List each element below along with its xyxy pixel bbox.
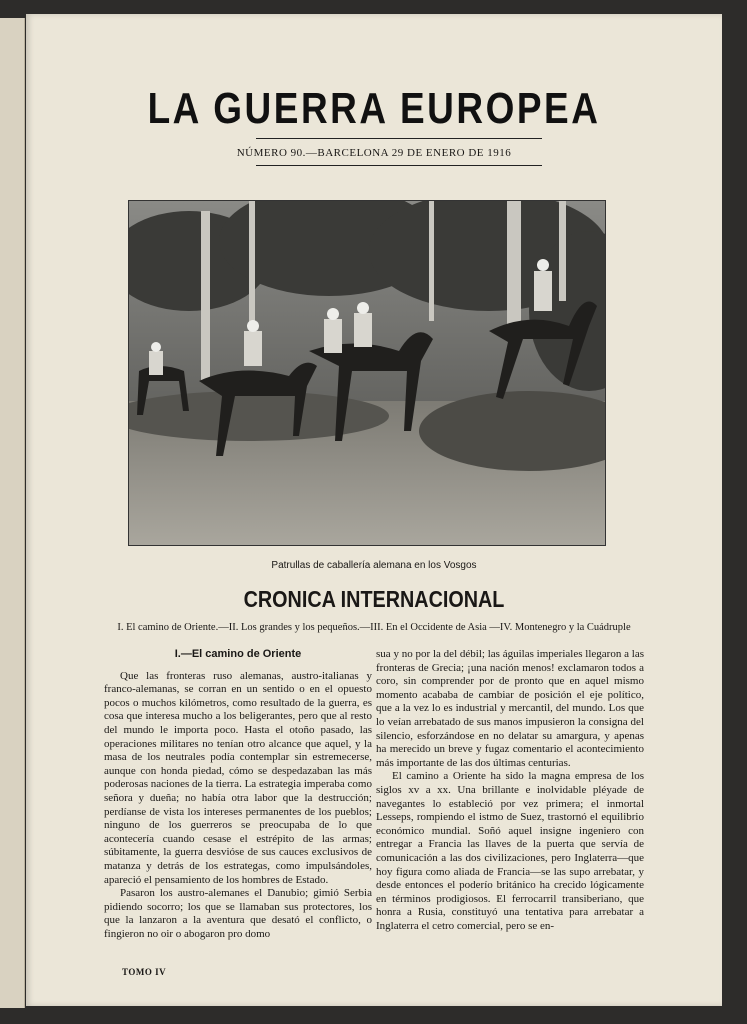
masthead-title: LA GUERRA EUROPEA — [147, 84, 601, 133]
magazine-page — [26, 14, 722, 1006]
masthead-rule-top — [256, 138, 542, 139]
volume-footer: TOMO IV — [122, 967, 167, 977]
paragraph: Que las fronteras ruso alemanas, austro-italianas y franco-alemanas, se corran en un sentido o en el opuesto pocos o muchos kilómetros, como resultado de la guerra, es cosa que interesa mucho a los beligerantes, pero que al resto del mundo le importa poco. Hasta el otoño pasado, las operaciones militares no tenían otro alcance que aquel, y la masa de los neutrales podía contemplar sin estremecerse, aunque con honda piedad, cómo se despedazaban las más poderosas naciones de la tierra. La estrategia imperaba como señora y dueña; no había otra labor que la destrucción; perdíanse de vista los intereses permanentes de los pueblos; ninguno de los guerreros se preocupaba de lo que acontecería cuando cesase el estrépito de las armas; súbitamente, la guerra desvióse de sus cauces exclusivos de matanza y detrás de los estrategas, como impulsándoles, apareció el pensamiento de los hombres de Estado. — [104, 669, 372, 886]
paragraph: Pasaron los austro-alemanes el Danubio; gimió Serbia pidiendo socorro; los que se llamaban sus protectores, los que la lanzaron a la aventura que desató el conflicto, o fingieron no oir o abogaron pro domo — [104, 887, 372, 940]
previous-page-edge — [0, 18, 25, 1008]
paragraph: sua y no por la del débil; las águilas imperiales llegaron a las fronteras de Grecia; ¡una nación menos! exclamaron todos a coro, sin comprender por de pronto que en aquel mismo momento acababa de cambiar de posición el eje político, que a la vez lo es industrial y mercantil, del mundo. Los que lo veían arrebatado de sus manos impusieron la consigna del silencio, esforzándose en no delatar su amargura, y apenas ha merecido un breve y fugaz comentario el acontecimiento más importante de las dos últimas centurias. — [376, 648, 644, 769]
paragraph: El camino a Oriente ha sido la magna empresa de los siglos xv a xx. Una brillante e inolvidable pléyade de navegantes lo estableció por vez primera; el inmortal Lesseps, rompiendo el istmo de Suez, trastornó el equilibrio económico mundial. Soñó aquel insigne ingeniero con entregar a Francia las llaves de la puerta que servía de comunicación a las dos civilizaciones, pero Inglaterra—que hoy figura como aliada de Francia—se las supo arrebatar, y desde entonces el poderío británico ha crecido lógicamente en términos prodigiosos. El ferrocarril transiberiano, que honra a Rusia, constituyó una tentativa para arrebatar a Inglaterra el cetro comercial, pero se en- — [376, 770, 644, 932]
cavalry-photograph — [128, 200, 606, 546]
section-title: CRONICA INTERNACIONAL — [243, 586, 505, 612]
photo-caption: Patrullas de caballería alemana en los Vosgos — [271, 560, 477, 571]
subheading: I.—El camino de Oriente — [174, 648, 302, 660]
right-column — [376, 648, 644, 933]
section-summary: I. El camino de Oriente.—II. Los grandes y los pequeños.—III. En el Occidente de Asia —IV. Montenegro y la Cuádruple — [117, 622, 631, 633]
left-column — [104, 648, 372, 941]
masthead-rule-bottom — [256, 165, 542, 166]
issue-line: NÚMERO 90.—BARCELONA 29 DE ENERO DE 1916 — [236, 147, 512, 159]
